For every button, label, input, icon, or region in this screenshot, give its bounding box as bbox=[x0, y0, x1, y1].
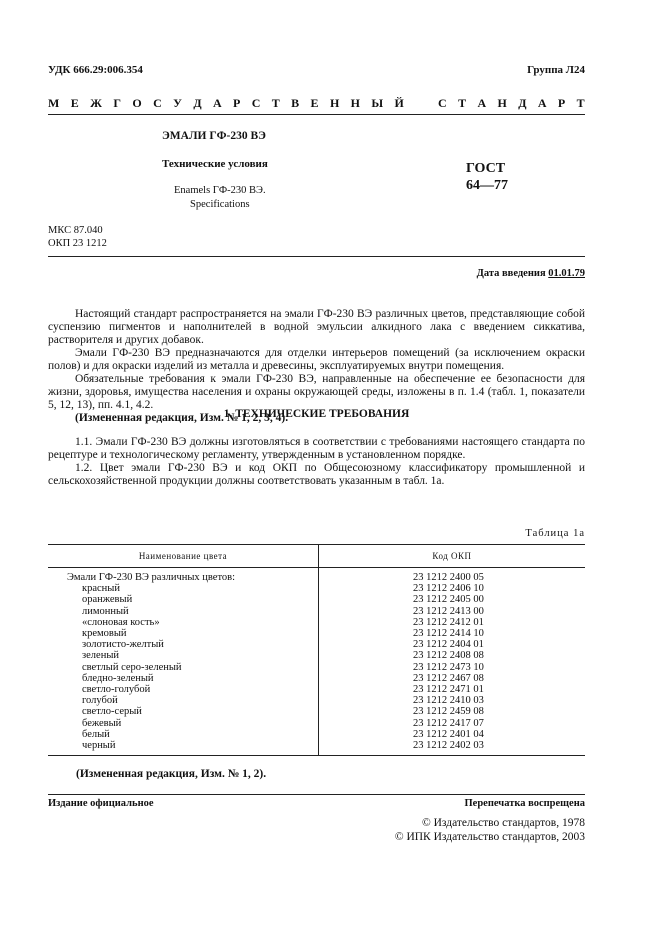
okp-code: 23 1212 2417 07 bbox=[413, 717, 484, 729]
banner-letter: Ы bbox=[371, 96, 384, 110]
column-header-okp-code: Код ОКП bbox=[319, 545, 586, 568]
gost-code: 64—77 bbox=[466, 178, 508, 193]
color-name: кремовый bbox=[48, 628, 319, 639]
okp-code: 23 1212 2412 01 bbox=[413, 616, 484, 628]
table-row bbox=[48, 662, 585, 673]
color-name: «слоновая кость» bbox=[48, 617, 319, 628]
title-divider bbox=[48, 256, 585, 257]
mks-code: МКС 87.040 bbox=[48, 225, 103, 236]
color-name: бледно-зеленый bbox=[48, 673, 319, 684]
banner-letter: С bbox=[438, 96, 447, 110]
banner-letter: Т bbox=[458, 96, 467, 110]
category-code: 23 1212 2400 05 bbox=[413, 572, 484, 583]
banner-letter: Н bbox=[329, 96, 340, 110]
color-name: зеленый bbox=[48, 650, 319, 661]
effective-date-label: Дата введения bbox=[476, 268, 546, 279]
clause-1-1: 1.1. Эмали ГФ-230 ВЭ должны изготовляться в соответствии с требованиями настоящего стандарта по рецептуре и технологическому регламенту, утвержденным в установленном порядке. bbox=[48, 436, 585, 461]
banner-letter: А bbox=[537, 96, 547, 110]
okp-code: 23 1212 2471 01 bbox=[413, 684, 484, 696]
color-name: черный bbox=[48, 740, 319, 756]
table-row bbox=[48, 628, 585, 639]
okp-code: 23 1212 2406 10 bbox=[413, 583, 484, 595]
okp-code: 23 1212 2414 10 bbox=[413, 628, 484, 640]
banner-letter: Д bbox=[518, 96, 527, 110]
banner-letter: Р bbox=[233, 96, 241, 110]
clause-1-2: 1.2. Цвет эмали ГФ-230 ВЭ и код ОКП по Общесоюзному классификатору промышленной и сельскохозяйственной продукции должны соответствовать указанным в табл. 1а. bbox=[48, 462, 585, 487]
banner-letter: М bbox=[48, 96, 60, 110]
okp-code: 23 1212 2404 01 bbox=[413, 639, 484, 651]
section-1-title: 1. ТЕХНИЧЕСКИЕ ТРЕБОВАНИЯ bbox=[223, 408, 410, 420]
banner-letter: Н bbox=[350, 96, 360, 110]
gost-label: ГОСТ bbox=[466, 161, 506, 176]
color-name: золотисто-желтый bbox=[48, 639, 319, 650]
color-name: красный bbox=[48, 583, 319, 594]
document-subtitle: Технические условия bbox=[162, 158, 268, 170]
color-name: бежевый bbox=[48, 718, 319, 729]
intro-paragraph-2: Эмали ГФ-230 ВЭ предназначаются для отделки интерьеров помещений (за исключением окраски полов) и для окраски изделий из металла и древесины, эксплуатируемых внутри помещения. bbox=[48, 347, 585, 372]
column-header-color-name: Наименование цвета bbox=[48, 545, 319, 568]
section-1-text bbox=[48, 436, 585, 488]
okp-code: 23 1212 2405 00 bbox=[413, 594, 484, 606]
intro-paragraph-1: Настоящий стандарт распространяется на эмали ГФ-230 ВЭ различных цветов, представляющие собой суспензию пигментов и наполнителей в водной эмульсии алкидного лака с введением сиккатива, растворителя и других добавок. bbox=[48, 308, 585, 346]
color-name: светло-голубой bbox=[48, 684, 319, 695]
document-title: ЭМАЛИ ГФ-230 ВЭ bbox=[162, 130, 266, 142]
banner-letter: О bbox=[132, 96, 142, 110]
english-title bbox=[174, 184, 266, 212]
table-caption: Таблица 1а bbox=[525, 528, 585, 539]
intro-paragraph-3: Обязательные требования к эмали ГФ-230 ВЭ, направленные на обеспечение ее безопасности для жизни, здоровья, имущества населения и охраны окружающей среды, изложены в п. 1.4 (табл. 1, показатели 5, 12, 13), пп. 4.1, 4.2. bbox=[48, 373, 585, 411]
intro-amendment: (Измененная редакция, Изм. № 1, 2, 3, 4). bbox=[75, 412, 289, 424]
color-name: светло-серый bbox=[48, 706, 319, 717]
table-row bbox=[48, 639, 585, 650]
banner-letter: С bbox=[153, 96, 162, 110]
banner-letter: С bbox=[251, 96, 261, 110]
table-row bbox=[48, 684, 585, 695]
banner-letter: А bbox=[477, 96, 487, 110]
okp-code: 23 1212 2473 10 bbox=[413, 661, 484, 673]
table-row bbox=[48, 718, 585, 729]
header-divider bbox=[48, 114, 585, 115]
footer-divider bbox=[48, 794, 585, 795]
banner-letter: Ж bbox=[90, 96, 102, 110]
table-row bbox=[48, 729, 585, 740]
category-name: Эмали ГФ-230 ВЭ различных цветов: bbox=[48, 568, 319, 584]
table-row bbox=[48, 594, 585, 605]
okp-code: 23 1212 2401 04 bbox=[413, 728, 484, 740]
copyright-2003: © ИПК Издательство стандартов, 2003 bbox=[394, 831, 585, 843]
table-amendment: (Измененная редакция, Изм. № 1, 2). bbox=[76, 768, 267, 780]
gost-number bbox=[466, 160, 508, 194]
banner-letter: У bbox=[173, 96, 182, 110]
okp-code: 23 1212 2402 03 bbox=[319, 740, 586, 756]
copyright-1978: © Издательство стандартов, 1978 bbox=[421, 817, 585, 829]
official-edition-label: Издание официальное bbox=[48, 798, 154, 809]
banner-letter: В bbox=[291, 96, 300, 110]
interstate-standard-banner bbox=[48, 96, 585, 111]
color-name: оранжевый bbox=[48, 594, 319, 605]
banner-letter: Д bbox=[193, 96, 202, 110]
okp-code: 23 1212 2410 03 bbox=[413, 695, 484, 707]
color-name: лимонный bbox=[48, 606, 319, 617]
banner-letter: А bbox=[212, 96, 222, 110]
banner-letter: Т bbox=[576, 96, 585, 110]
english-title-line2: Specifications bbox=[190, 199, 250, 210]
effective-date bbox=[477, 268, 585, 279]
okp-code: 23 1212 2413 00 bbox=[413, 605, 484, 617]
table-row bbox=[48, 650, 585, 661]
classification-codes bbox=[48, 224, 107, 250]
table-row bbox=[48, 583, 585, 594]
banner-letter: Е bbox=[310, 96, 319, 110]
effective-date-value: 01.01.79 bbox=[548, 268, 585, 279]
udk-code: УДК 666.29:006.354 bbox=[48, 64, 143, 76]
color-code-table bbox=[48, 544, 585, 756]
table-row bbox=[48, 673, 585, 684]
table-row bbox=[48, 695, 585, 706]
banner-letter: Р bbox=[557, 96, 566, 110]
okp-code: 23 1212 2459 08 bbox=[413, 706, 484, 718]
banner-letter: Й bbox=[394, 96, 404, 110]
copyright-block bbox=[395, 816, 585, 844]
table-row bbox=[48, 617, 585, 628]
banner-letter: Г bbox=[113, 96, 121, 110]
okp-code: 23 1212 2408 08 bbox=[413, 650, 484, 662]
color-name: белый bbox=[48, 729, 319, 740]
english-title-line1: Enamels ГФ-230 ВЭ. bbox=[174, 185, 266, 196]
color-name: голубой bbox=[48, 695, 319, 706]
table-row bbox=[48, 706, 585, 717]
group-code: Группа Л24 bbox=[527, 64, 585, 76]
banner-letter: Н bbox=[497, 96, 507, 110]
table-row bbox=[48, 568, 585, 584]
table-row bbox=[48, 606, 585, 617]
banner-letter: Т bbox=[271, 96, 280, 110]
color-name: светлый серо-зеленый bbox=[48, 662, 319, 673]
reprint-notice: Перепечатка воспрещена bbox=[464, 798, 585, 809]
okp-code: ОКП 23 1212 bbox=[48, 238, 107, 249]
banner-letter: Е bbox=[70, 96, 79, 110]
okp-code: 23 1212 2467 08 bbox=[413, 672, 484, 684]
table-row bbox=[48, 740, 585, 756]
